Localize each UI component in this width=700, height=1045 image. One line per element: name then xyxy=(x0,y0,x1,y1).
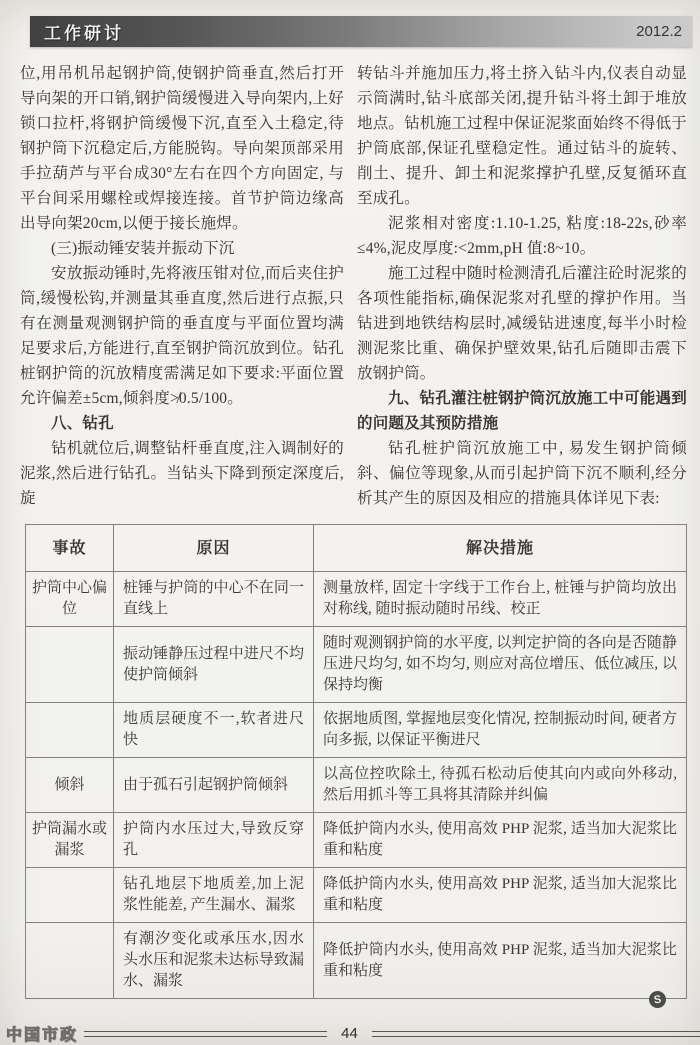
end-of-article-mark-icon: S xyxy=(648,990,667,1009)
section-heading: 九、钻孔灌注桩钢护筒沉放施工中可能遇到的问题及其预防措施 xyxy=(357,390,687,432)
table-cell: 桩锤与护筒的中心不在同一直线上 xyxy=(114,572,314,627)
column-header-solution: 解决措施 xyxy=(314,525,687,572)
table-cell: 随时观测钢护筒的水平度, 以判定护筒的各向是否随静压进尺均匀, 如不均匀, 则应对高位增压、低位减压, 以保持均衡 xyxy=(314,627,687,703)
table-cell: 依据地质图, 掌握地层变化情况, 控制振动时间, 硬者方向多振, 以保证平衡进尺 xyxy=(314,703,687,758)
table-cell: 地质层硬度不一,软者进尺快 xyxy=(114,703,314,758)
table-header-row xyxy=(26,525,687,572)
page-footer xyxy=(6,1022,700,1044)
page-number: 44 xyxy=(341,1024,358,1042)
table-cell: 以高位控吹除土, 待孤石松动后使其向内或向外移动, 然后用抓斗等工具将其清除并纠偏 xyxy=(314,758,687,813)
table-cell: 测量放样, 固定十字线于工作台上, 桩锤与护筒均放出对称线, 随时振动随时吊线、校正 xyxy=(314,572,687,627)
table-row xyxy=(26,572,687,627)
table-header xyxy=(26,525,687,572)
page-header-bar xyxy=(30,16,692,47)
table-cell: 降低护筒内水头, 使用高效 PHP 泥浆, 适当加大泥浆比重和粘度 xyxy=(314,923,687,999)
table-cell xyxy=(26,923,114,999)
table-cell: 有潮汐变化或承压水,因水头水压和泥浆未达标导致漏水、漏浆 xyxy=(114,923,314,999)
paragraph: 转钻斗并施加压力,将土挤入钻斗内,仪表自动显示筒满时,钻斗底部关闭,提升钻斗将土卸于堆放地点。钻机施工过程中保证泥浆面始终不得低于护筒底部,保证孔壁稳定性。通过钻斗的旋转、削土、提升、卸土和泥浆撑护孔壁,反复循环直至成孔。 xyxy=(357,65,687,207)
paragraph: 钻机就位后,调整钻杆垂直度,注入调制好的泥浆,然后进行钻孔。当钻头下降到预定深度后,旋 xyxy=(20,440,344,507)
incident-solution-table xyxy=(25,524,687,999)
table-cell: 护筒漏水或漏浆 xyxy=(26,813,114,868)
table-cell: 降低护筒内水头, 使用高效 PHP 泥浆, 适当加大泥浆比重和粘度 xyxy=(314,868,687,923)
table-cell xyxy=(26,868,114,923)
paragraph: 位,用吊机吊起钢护筒,使钢护筒垂直,然后打开导向架的开口销,钢护筒缓慢进入导向架内,上好锁口拉杆,将钢护筒缓慢下沉,直至入土稳定,待钢护筒下沉稳定后,方能脱钩。导向架顶部采用手拉葫芦与平台成30°左右在四个方向固定, 与平台间采用螺栓或焊接连接。首节护筒边缘高出导向架20cm,以便于接长施焊。 xyxy=(20,65,344,232)
paragraph: 施工过程中随时检测清孔后灌注砼时泥浆的各项性能指标,确保泥浆对孔壁的撑护作用。当钻进到地铁结构层时,减缓钻进速度,每半小时检测泥浆比重、确保护壁效果,钻孔后随即击震下放钢护筒。 xyxy=(357,265,687,382)
table-cell xyxy=(26,627,114,703)
column-header-cause: 原因 xyxy=(114,525,314,572)
article-right-column xyxy=(357,61,687,511)
footer-rule-right xyxy=(372,1031,700,1037)
paragraph: 钻孔桩护筒沉放施工中, 易发生钢护筒倾斜、偏位等现象,从而引起护筒下沉不顺利,经分析其产生的原因及相应的措施具体详见下表: xyxy=(357,440,687,507)
table-cell: 倾斜 xyxy=(26,758,114,813)
table-cell: 降低护筒内水头, 使用高效 PHP 泥浆, 适当加大泥浆比重和粘度 xyxy=(314,813,687,868)
section-title: 工作研讨 xyxy=(44,24,124,43)
table-cell: 由于孤石引起钢护筒倾斜 xyxy=(114,758,314,813)
paragraph: 安放振动锤时,先将液压钳对位,而后夹住护筒,缓慢松钩,并测量其垂直度,然后进行点振,只有在测量观测钢护筒的垂直度与平面位置均满足要求后,方能进行,直至钢护筒沉放到位。钻孔桩钢护筒的沉放精度需满足如下要求:平面位置允许偏差±5cm,倾斜度≯0.5/100。 xyxy=(20,265,344,407)
table-row xyxy=(26,758,687,813)
table-row xyxy=(26,868,687,923)
table-cell: 护筒内水压过大,导致反穿孔 xyxy=(114,813,314,868)
table-body xyxy=(26,572,687,999)
journal-logo: 中国市政 xyxy=(6,1026,79,1044)
table-cell xyxy=(26,703,114,758)
footer-rule-left xyxy=(84,1031,327,1037)
paragraph: 泥浆相对密度:1.10-1.25, 粘度:18-22s,砂率≤4%,泥皮厚度:<2mm,pH 值:8~10。 xyxy=(357,215,687,257)
article-left-column xyxy=(20,61,344,511)
table-cell: 振动锤静压过程中进尺不均使护筒倾斜 xyxy=(114,627,314,703)
table-row xyxy=(26,923,687,999)
issue-number: 2012.2 xyxy=(636,23,682,40)
paragraph: (三)振动锤安装并振动下沉 xyxy=(51,240,235,257)
table-row xyxy=(26,813,687,868)
column-header-incident: 事故 xyxy=(26,525,114,572)
table-cell: 钻孔地层下地质差,加上泥浆性能差, 产生漏水、漏浆 xyxy=(114,868,314,923)
section-heading: 八、钻孔 xyxy=(51,415,114,432)
table-row xyxy=(26,627,687,703)
table-cell: 护筒中心偏位 xyxy=(26,572,114,627)
table-row xyxy=(26,703,687,758)
